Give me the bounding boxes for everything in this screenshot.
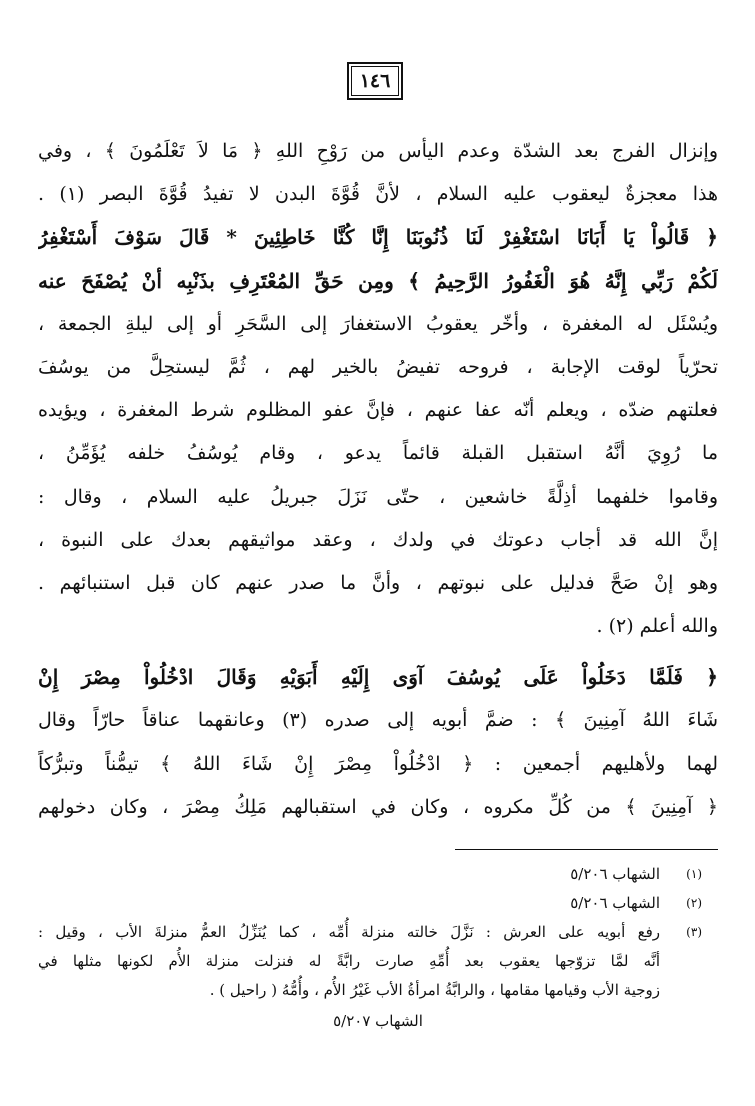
text-line: هذا معجزةٌ ليعقوب عليه السلام ، لأنَّ قُوَّةَ البدن لا تفيدُ قُوَّةَ البصر (١) . xyxy=(38,183,718,206)
footnote-text: الشهاب ٥/٢٠٦ xyxy=(570,865,660,883)
text-line: وقاموا خلفهما أذِلَّةً خاشعين ، حتّى نَزَلَ جبريلُ عليه السلام ، وقال : xyxy=(38,485,718,508)
text-line: وإنزال الفرج بعد الشدّة وعدم اليأس من رَوْحِ اللهِ ﴿ مَا لاَ تَعْلَمُونَ ﴾ ، وفي xyxy=(38,140,718,162)
text-line: والله أعلم (٢) . xyxy=(596,615,718,638)
main-text xyxy=(38,130,718,829)
text-line: ﴿ آمِنِينَ ﴾ من كُلِّ مكروه ، وكان في استقبالهم مَلِكُ مِصْرَ ، وكان دخولهم xyxy=(38,795,718,818)
footnote-source: الشهاب ٥/٢٠٧ xyxy=(333,1012,423,1030)
footnote-2 xyxy=(38,889,718,918)
text-line: فعلتهم ضدّه ، ويعلم أنّه عفا عنهم ، فإنَّ عفو المظلوم شرط المغفرة ، ويؤيده xyxy=(38,399,718,422)
footnote-line: زوجية الأب وقيامها مقامها ، والرابَّةُ امرأةُ الأب غَيْرُ الأُم ، وأُمُّهُ ( راحيل ) . xyxy=(209,981,660,999)
quran-verse-line: ﴿ فَلَمَّا دَخَلُواْ عَلَى يُوسُفَ آوَى إِلَيْهِ أَبَوَيْهِ وَقَالَ ادْخُلُواْ مِصْرَ إِنْ xyxy=(38,665,718,690)
footnote-3 xyxy=(38,918,718,1005)
page-number: ١٤٦ xyxy=(351,66,399,96)
footnote-number: (١) xyxy=(686,867,702,881)
text-line: إنَّ الله قد أجاب دعوتك في ولدك ، وعقد مواثيقهم بعدك على النبوة ، xyxy=(38,528,718,551)
text-line: تحرّياً لوقت الإجابة ، فروحه تفيضُ بالخير لهم ، ثُمَّ ليستحِلَّ من يوسُفَ xyxy=(38,355,718,378)
page-number-box xyxy=(347,62,403,100)
quran-verse-line: ﴿ قَالُواْ يَا أَبَانَا اسْتَغْفِرْ لَنَا ذُنُوبَنَا إِنَّا كُنَّا خَاطِئِينَ * قَالَ سَوْفَ أَسْتَغْفِرُ xyxy=(38,225,718,250)
text-line: وهو إنْ صَحَّ فدليل على نبوتهم ، وأنَّ ما صدر عنهم كان قبل استنبائهم . xyxy=(38,571,718,594)
footnote-1 xyxy=(38,860,718,889)
footnote-number: (٢) xyxy=(686,896,702,910)
footnote-number: (٣) xyxy=(686,925,702,939)
footnote-text xyxy=(38,918,660,1005)
footnote-divider xyxy=(455,849,718,850)
footnote-line: رفع أبويه على العرش : نَزَّلَ خالته منزلة أُمِّه ، كما يُنَزِّلُ العمُّ منزلةَ الأب ، وقيل : xyxy=(38,923,660,941)
text-line: شَاءَ اللهُ آمِنِينَ ﴾ : ضمَّ أبويه إلى صدره (٣) وعانقهما عناقاً حارّاً وقال xyxy=(38,709,718,732)
footnote-line: أنَّه لمَّا تزوّجها يعقوب بعد أُمِّهِ صارت رابَّةً له فنزلت منزلة الأُم لكونها مثلها في xyxy=(38,952,660,970)
text-line: ويُسْئَل له المغفرة ، وأخّر يعقوبُ الاستغفارَ إلى السَّحَرِ أو إلى ليلةِ الجمعة ، xyxy=(38,312,718,335)
text-line: لهما ولأهليهم أجمعين : ﴿ ادْخُلُواْ مِصْرَ إِنْ شَاءَ اللهُ ﴾ تيمُّناً وتبرُّكاً xyxy=(38,752,718,775)
footnote-text: الشهاب ٥/٢٠٦ xyxy=(570,894,660,912)
text-line: ما رُوِيَ أنَّهُ استقبل القبلة قائماً يدعو ، وقام يُوسُفُ خلفه يُؤَمِّنُ ، xyxy=(38,442,718,465)
footnotes xyxy=(38,860,718,1036)
quran-verse-line: لَكُمْ رَبِّي إِنَّهُ هُوَ الْغَفُورُ الرَّحِيمُ ﴾ ومِن حَقِّ المُعْتَرِفِ بذَنْبِه أنْ يُصْفَحَ عنه xyxy=(38,268,718,293)
